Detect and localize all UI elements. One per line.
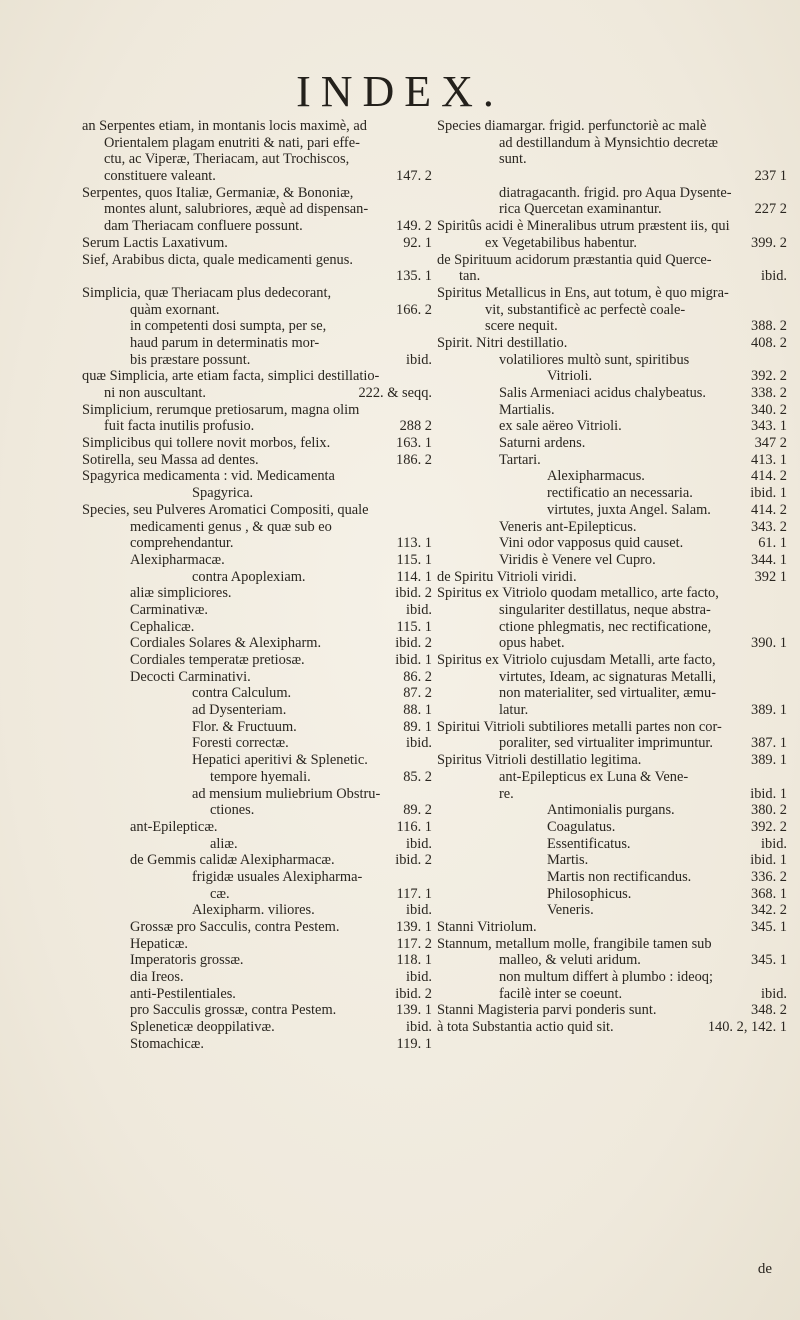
entry-text: Simplicibus qui tollere novit morbos, felix. (82, 435, 331, 452)
index-entry (82, 268, 432, 285)
index-entry (437, 919, 787, 936)
index-entry (82, 1036, 432, 1053)
entry-text: aliæ simpliciores. (130, 585, 232, 602)
page-reference: 399. 2 (751, 234, 787, 251)
page-reference: 117. 2 (396, 935, 432, 952)
index-entry (437, 185, 787, 202)
entry-text: Salis Armeniaci acidus chalybeatus. (499, 385, 707, 401)
entry-text: non multum differt à plumbo : ideoq; (499, 969, 713, 986)
index-entry (437, 452, 787, 469)
entry-text: volatiliores multò sunt, spiritibus (499, 351, 690, 368)
entry-text: ctiones. (210, 802, 255, 819)
index-entry (82, 452, 432, 469)
entry-text: diatragacanth. frigid. pro Aqua Dysente- (499, 184, 732, 201)
index-entry (82, 502, 432, 519)
page-reference: ibid. (761, 835, 787, 852)
entry-text: Serum Lactis Laxativum. (82, 234, 228, 251)
index-entry (82, 752, 432, 769)
index-entry (82, 302, 432, 319)
index-entry (82, 702, 432, 719)
entry-text: ad mensium muliebrium Obstru- (192, 785, 381, 802)
page-reference: 86. 2 (403, 668, 432, 685)
entry-text: montes alunt, salubriores, æquè ad dispensan- (104, 201, 369, 218)
index-entry (82, 252, 432, 269)
page-reference: 118. 1 (396, 952, 432, 969)
index-entry (437, 936, 787, 953)
index-entry (82, 168, 432, 185)
index-entry (437, 252, 787, 269)
entry-text: comprehendantur. (130, 535, 234, 552)
index-entry (437, 218, 787, 235)
index-entry (437, 836, 787, 853)
page-reference: 113. 1 (396, 535, 432, 552)
page-reference: 389. 1 (751, 752, 787, 769)
index-entry (437, 168, 787, 185)
index-entry (437, 502, 787, 519)
entry-text: latur. (499, 702, 529, 719)
index-entry (82, 535, 432, 552)
index-entry (82, 719, 432, 736)
left-column (82, 118, 432, 1053)
index-entry (437, 769, 787, 786)
index-entry (82, 151, 432, 168)
entry-text: Cephalicæ. (130, 618, 195, 635)
page-reference: 135. 1 (396, 268, 432, 285)
entry-text: re. (499, 785, 514, 802)
page-reference: 338. 2 (751, 385, 787, 401)
entry-text: Decocti Carminativi. (130, 668, 251, 685)
page-reference: 114. 1 (396, 568, 432, 585)
index-entry (82, 986, 432, 1003)
entry-text: Spirit. Nitri destillatio. (437, 334, 568, 351)
index-entry (437, 702, 787, 719)
entry-text: Viridis è Venere vel Cupro. (499, 551, 656, 568)
page-title: INDEX. (296, 67, 504, 116)
index-entry (437, 652, 787, 669)
entry-text: Cordiales Solares & Alexipharm. (130, 635, 322, 652)
entry-text: contra Apoplexiam. (192, 568, 306, 585)
entry-text: ant-Epilepticus ex Luna & Vene- (499, 768, 689, 785)
index-entry (82, 619, 432, 636)
index-entry (437, 118, 787, 135)
page-reference: ibid. 2 (395, 985, 432, 1002)
entry-text: vit, substantificè ac perfectè coale- (485, 301, 686, 318)
entry-text: Vitrioli. (547, 368, 593, 385)
entry-text: Martis non rectificandus. (547, 868, 692, 885)
page-reference: 115. 1 (396, 551, 432, 568)
index-entry (82, 335, 432, 352)
index-entry (437, 418, 787, 435)
page-reference: 227 2 (754, 201, 787, 218)
index-entry (437, 802, 787, 819)
page-reference: 288 2 (399, 418, 432, 435)
entry-text: tan. (459, 268, 481, 285)
index-entry (437, 635, 787, 652)
index-entry (437, 535, 787, 552)
index-entry (82, 285, 432, 302)
entry-text: Cordiales temperatæ pretiosæ. (130, 652, 305, 668)
index-entry (82, 235, 432, 252)
index-entry (82, 769, 432, 786)
index-entry (82, 919, 432, 936)
index-entry (437, 952, 787, 969)
index-entry (437, 735, 787, 752)
catchword: de (757, 1261, 772, 1277)
entry-text: tempore hyemali. (210, 768, 311, 785)
page-reference: 163. 1 (396, 435, 432, 452)
page-reference: 345. 1 (751, 919, 787, 935)
entry-text: aliæ. (210, 835, 238, 852)
entry-text: Imperatoris grossæ. (130, 952, 244, 969)
index-entry (82, 1019, 432, 1036)
index-entry (82, 685, 432, 702)
entry-text: Tartari. (499, 451, 541, 468)
page-reference: 89. 1 (403, 718, 432, 735)
page-reference: ibid. (761, 985, 787, 1002)
page-reference: 85. 2 (403, 768, 432, 785)
entry-text: poraliter, sed virtualiter imprimuntur. (499, 735, 714, 752)
index-entry (82, 185, 432, 202)
entry-text: contra Calculum. (192, 685, 292, 702)
index-entry (82, 952, 432, 969)
page-reference: ibid. (406, 351, 432, 368)
index-entry (82, 435, 432, 452)
index-entry (437, 285, 787, 302)
entry-text: ni non auscultant. (104, 385, 206, 401)
entry-text: virtutes, Ideam, ac signaturas Metalli, (499, 668, 716, 685)
index-entry (437, 1002, 787, 1019)
page-reference: 340. 2 (751, 401, 787, 418)
entry-text: Veneris. (547, 902, 594, 919)
index-entry (437, 402, 787, 419)
page-reference: ibid. (406, 835, 432, 852)
entry-text: ctu, ac Viperæ, Theriacam, aut Trochiscos, (104, 151, 350, 168)
index-entry (82, 602, 432, 619)
index-entry (437, 385, 787, 402)
index-entry (437, 552, 787, 569)
index-entry (82, 786, 432, 803)
page-reference: 222. & seqq. (358, 385, 432, 401)
entry-text: constituere valeant. (104, 168, 216, 185)
entry-text: Spiritui Vitrioli subtiliores metalli partes non cor- (437, 718, 722, 735)
page-reference: 336. 2 (751, 868, 787, 885)
index-entry (437, 485, 787, 502)
index-entry (437, 151, 787, 168)
index-entry (437, 368, 787, 385)
page-reference: 166. 2 (396, 301, 432, 318)
entry-text: ad Dysenteriam. (192, 702, 287, 719)
entry-text: de Spiritu Vitrioli viridi. (437, 568, 577, 585)
entry-text: Veneris ant-Epilepticus. (499, 518, 637, 535)
index-entry (82, 585, 432, 602)
page-reference: 390. 1 (751, 635, 787, 652)
index-entry (82, 936, 432, 953)
page-reference: 147. 2 (396, 168, 432, 185)
entry-text: Spiritûs acidi è Mineralibus utrum præstent iis, qui (437, 218, 730, 235)
entry-text: Vini odor vapposus quid causet. (499, 535, 684, 552)
entry-text: Spiritus Vitrioli destillatio legitima. (437, 752, 642, 769)
page-reference: ibid. (406, 969, 432, 986)
page-reference: 237 1 (754, 168, 787, 185)
index-entry (437, 786, 787, 803)
entry-text: Sotirella, seu Massa ad dentes. (82, 451, 259, 468)
page-reference: ibid. 1 (750, 485, 787, 502)
entry-text: dia Ireos. (130, 969, 184, 986)
entry-text: Stannum, metallum molle, frangibile tamen sub (437, 935, 712, 952)
entry-text: à tota Substantia actio quid sit. (437, 1019, 614, 1036)
entry-text: Spagyrica. (192, 485, 254, 502)
page-reference: ibid. (406, 902, 432, 919)
entry-text: Species, seu Pulveres Aromatici Compositi, quale (82, 501, 369, 518)
entry-text: Sief, Arabibus dicta, quale medicamenti genus. (82, 251, 353, 268)
page-reference: 186. 2 (396, 451, 432, 468)
entry-text: frigidæ usuales Alexipharma- (192, 868, 363, 885)
entry-text: in competenti dosi sumpta, per se, (130, 318, 327, 335)
page-reference: 116. 1 (396, 818, 432, 835)
page-reference: ibid. 1 (750, 785, 787, 802)
entry-text: Philosophicus. (547, 885, 632, 902)
index-entry (437, 602, 787, 619)
page-reference: 119. 1 (396, 1035, 432, 1052)
entry-text: de Spirituum acidorum præstantia quid Querce- (437, 251, 712, 268)
entry-text: facilè inter se coeunt. (499, 985, 623, 1002)
entry-text: Spleneticæ deoppilativæ. (130, 1019, 275, 1036)
page-reference: 343. 1 (751, 418, 787, 435)
page-reference: 389. 1 (751, 702, 787, 719)
index-entry (437, 302, 787, 319)
index-entry (437, 685, 787, 702)
entry-text: Essentificatus. (547, 835, 631, 852)
index-entry (82, 902, 432, 919)
page-reference: 88. 1 (403, 702, 432, 719)
index-entry (82, 802, 432, 819)
index-entry (437, 819, 787, 836)
entry-text: cæ. (210, 885, 230, 902)
index-entry (82, 418, 432, 435)
index-entry (437, 719, 787, 736)
page-reference: 392. 2 (751, 368, 787, 385)
index-entry (437, 886, 787, 903)
page-reference: ibid. 2 (395, 852, 432, 869)
entry-text: quàm exornant. (130, 301, 220, 318)
page-reference: ibid. (761, 268, 787, 285)
index-entry (82, 118, 432, 135)
page-reference: 387. 1 (751, 735, 787, 752)
entry-text: ex Vegetabilibus habentur. (485, 234, 637, 251)
page-reference: ibid. 2 (395, 585, 432, 602)
index-entry (82, 318, 432, 335)
page-reference: ibid. (406, 601, 432, 618)
entry-text: ctione phlegmatis, nec rectificatione, (499, 618, 712, 635)
index-entry (437, 519, 787, 536)
index-entry (82, 468, 432, 485)
entry-text: de Gemmis calidæ Alexipharmacæ. (130, 852, 335, 869)
entry-text: Stanni Vitriolum. (437, 919, 537, 935)
entry-text: anti-Pestilentiales. (130, 985, 236, 1002)
entry-text: Simplicia, quæ Theriacam plus dedecorant, (82, 284, 332, 301)
page-reference: ibid. 1 (750, 852, 787, 869)
index-entry (437, 852, 787, 869)
index-entry (82, 669, 432, 686)
entry-text: Martialis. (499, 401, 555, 418)
index-entry (437, 902, 787, 919)
page-reference: 388. 2 (751, 318, 787, 335)
index-entry (437, 435, 787, 452)
page-reference: 92. 1 (403, 234, 432, 251)
page-reference: 115. 1 (396, 618, 432, 635)
index-entry (82, 201, 432, 218)
entry-text: Spiritus ex Vitriolo cujusdam Metalli, arte facto, (437, 652, 716, 668)
index-entry (82, 569, 432, 586)
index-entry (82, 836, 432, 853)
page-reference: 139. 1 (396, 1002, 432, 1019)
entry-text: bis præstare possunt. (130, 351, 251, 368)
page-reference: 392. 2 (751, 818, 787, 835)
index-entry (437, 135, 787, 152)
entry-text: dam Theriacam confluere possunt. (104, 218, 303, 235)
index-entry (82, 135, 432, 152)
page-reference: 87. 2 (403, 685, 432, 702)
page-reference: 414. 2 (751, 501, 787, 518)
page-reference: 408. 2 (751, 334, 787, 351)
index-entry (437, 969, 787, 986)
page-reference: 347 2 (754, 435, 787, 452)
page-reference: 140. 2, 142. 1 (707, 1019, 787, 1036)
index-entry (437, 585, 787, 602)
index-entry (437, 268, 787, 285)
index-entry (82, 819, 432, 836)
index-entry (82, 519, 432, 536)
page-reference: ibid. (406, 735, 432, 752)
page-reference: ibid. (406, 1019, 432, 1036)
index-entry (437, 569, 787, 586)
index-entry (82, 402, 432, 419)
entry-text: Alexipharmacus. (547, 468, 645, 485)
entry-text: rectificatio an necessaria. (547, 485, 693, 502)
page-reference: 139. 1 (396, 919, 432, 935)
right-column (437, 118, 787, 1036)
entry-text: pro Sacculis grossæ, contra Pestem. (130, 1002, 337, 1019)
entry-text: Alexipharmacæ. (130, 551, 225, 568)
index-entry (82, 652, 432, 669)
page-reference: 368. 1 (751, 885, 787, 902)
entry-text: fuit facta inutilis profusio. (104, 418, 255, 435)
index-entry (437, 468, 787, 485)
entry-text: opus habet. (499, 635, 565, 652)
page-reference: 149. 2 (396, 218, 432, 235)
entry-text: Stanni Magisteria parvi ponderis sunt. (437, 1002, 657, 1019)
index-entry (437, 318, 787, 335)
page-reference: 348. 2 (751, 1002, 787, 1019)
index-entry (437, 335, 787, 352)
entry-text: Hepatici aperitivi & Splenetic. (192, 752, 368, 769)
page-reference: 414. 2 (751, 468, 787, 485)
page-reference: ibid. 1 (395, 652, 432, 668)
index-entry (437, 869, 787, 886)
entry-text: Carminativæ. (130, 601, 208, 618)
entry-text: an Serpentes etiam, in montanis locis maximè, ad (82, 118, 367, 134)
page-reference: 342. 2 (751, 902, 787, 919)
entry-text: scere nequit. (485, 318, 558, 335)
index-entry (82, 852, 432, 869)
entry-text: Grossæ pro Sacculis, contra Pestem. (130, 919, 340, 935)
entry-text: Foresti correctæ. (192, 735, 289, 752)
entry-text: Spiritus ex Vitriolo quodam metallico, arte facto, (437, 585, 719, 602)
page-reference: 117. 1 (396, 885, 432, 902)
page-reference: 343. 2 (751, 518, 787, 535)
entry-text: haud parum in determinatis mor- (130, 334, 320, 351)
entry-text: Spagyrica medicamenta : vid. Medicamenta (82, 468, 335, 485)
entry-text: Alexipharm. viliores. (192, 902, 315, 919)
entry-text: rica Quercetan examinantur. (499, 201, 662, 218)
entry-text: Spiritus Metallicus in Ens, aut totum, è quo migra- (437, 284, 729, 301)
entry-text: Simplicium, rerumque pretiosarum, magna olim (82, 401, 360, 418)
entry-text: Species diamargar. frigid. perfunctoriè ac malè (437, 118, 707, 134)
index-entry (437, 752, 787, 769)
index-entry (82, 735, 432, 752)
entry-text: sunt. (499, 151, 527, 168)
entry-text: malleo, & veluti aridum. (499, 952, 641, 969)
entry-text: singulariter destillatus, neque abstra- (499, 601, 711, 618)
entry-text: virtutes, juxta Angel. Salam. (547, 501, 711, 518)
index-entry (82, 635, 432, 652)
index-entry (437, 235, 787, 252)
entry-text: Stomachicæ. (130, 1035, 204, 1052)
index-entry (82, 552, 432, 569)
page-reference: 380. 2 (751, 802, 787, 819)
index-entry (437, 619, 787, 636)
index-entry (437, 669, 787, 686)
index-entry (437, 201, 787, 218)
page-reference: 344. 1 (751, 551, 787, 568)
entry-text: Antimonialis purgans. (547, 802, 675, 819)
page-reference: 345. 1 (751, 952, 787, 969)
entry-text: ant-Epilepticæ. (130, 818, 218, 835)
index-entry (437, 986, 787, 1003)
entry-text: quæ Simplicia, arte etiam facta, simplici destillatio- (82, 368, 380, 385)
index-entry (82, 485, 432, 502)
index-entry (82, 1002, 432, 1019)
entry-text: Saturni ardens. (499, 435, 586, 452)
entry-text: medicamenti genus , & quæ sub eo (130, 518, 332, 535)
page-reference: 61. 1 (758, 535, 787, 552)
page-reference: 392 1 (754, 568, 787, 585)
index-entry (82, 218, 432, 235)
entry-text: Hepaticæ. (130, 935, 188, 952)
entry-text: Orientalem plagam enutriti & nati, pari effe- (104, 134, 360, 151)
index-entry (82, 368, 432, 385)
entry-text: Serpentes, quos Italiæ, Germaniæ, & Bononiæ, (82, 184, 354, 201)
index-entry (82, 385, 432, 402)
index-entry (82, 969, 432, 986)
index-entry (82, 869, 432, 886)
page-reference: 89. 2 (403, 802, 432, 819)
entry-text: non materialiter, sed virtualiter, æmu- (499, 685, 717, 702)
page-reference: ibid. 2 (395, 635, 432, 652)
index-entry (437, 1019, 787, 1036)
index-entry (82, 886, 432, 903)
entry-text: ad destillandum à Mynsichtio decretæ (499, 134, 719, 151)
index-entry (82, 352, 432, 369)
entry-text: Flor. & Fructuum. (192, 718, 297, 735)
entry-text: ex sale aëreo Vitrioli. (499, 418, 622, 435)
entry-text: Coagulatus. (547, 818, 616, 835)
entry-text: Martis. (547, 852, 589, 869)
index-entry (437, 352, 787, 369)
page-reference: 413. 1 (751, 451, 787, 468)
